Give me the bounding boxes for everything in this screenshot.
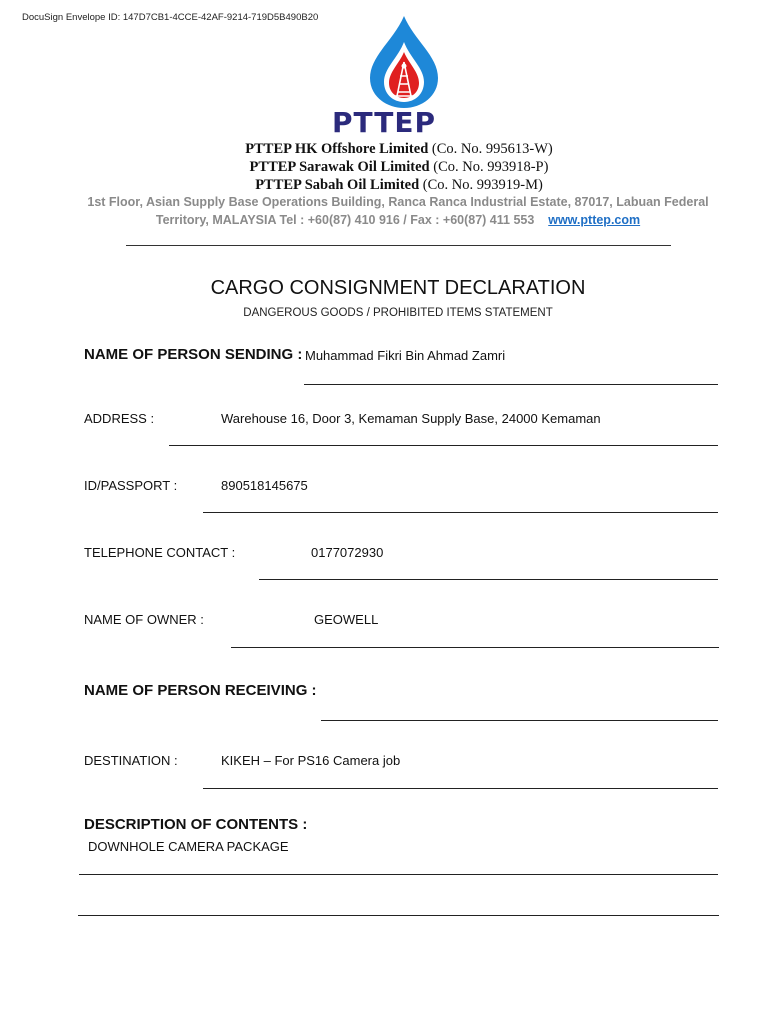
id-underline bbox=[203, 512, 718, 513]
company-name-1: PTTEP HK Offshore Limited bbox=[245, 141, 429, 157]
form-subtitle: DANGEROUS GOODS / PROHIBITED ITEMS STATEMENT bbox=[243, 307, 553, 319]
sender-underline bbox=[304, 384, 718, 385]
owner-label: NAME OF OWNER : bbox=[84, 612, 204, 627]
owner-value[interactable]: GEOWELL bbox=[314, 612, 379, 627]
address-line-1: 1st Floor, Asian Supply Base Operations Building, Ranca Ranca Industrial Estate, 87017, Labuan Federal bbox=[87, 195, 709, 209]
receiver-label: NAME OF PERSON RECEIVING : bbox=[84, 682, 317, 699]
company-line-2 bbox=[0, 159, 768, 176]
pttep-logo-icon bbox=[364, 12, 444, 108]
company-reg-2: (Co. No. 993918-P) bbox=[433, 159, 549, 175]
address-line-2-text: Territory, MALAYSIA Tel : +60(87) 410 916 / Fax : +60(87) 411 553 bbox=[155, 213, 535, 227]
envelope-id: DocuSign Envelope ID: 147D7CB1-4CCE-42AF-9214-719D5B490B20 bbox=[22, 12, 319, 23]
company-reg-1: (Co. No. 995613-W) bbox=[431, 141, 553, 157]
owner-underline bbox=[231, 647, 719, 648]
sender-value[interactable]: Muhammad Fikri Bin Ahmad Zamri bbox=[305, 348, 506, 363]
contents-label: DESCRIPTION OF CONTENTS : bbox=[84, 816, 308, 833]
id-label: ID/PASSPORT : bbox=[84, 478, 178, 493]
receiver-underline bbox=[321, 720, 718, 721]
brand-wordmark: PTTEP bbox=[331, 106, 436, 139]
company-line-3 bbox=[0, 177, 768, 194]
contents-underline-1 bbox=[79, 874, 718, 875]
destination-value[interactable]: KIKEH – For PS16 Camera job bbox=[221, 753, 401, 768]
destination-underline bbox=[203, 788, 718, 789]
sender-label: NAME OF PERSON SENDING : bbox=[84, 346, 303, 363]
address-underline bbox=[169, 445, 718, 446]
header-divider bbox=[126, 245, 671, 246]
address-label: ADDRESS : bbox=[84, 411, 155, 426]
address-value[interactable]: Warehouse 16, Door 3, Kemaman Supply Base, 24000 Kemaman bbox=[221, 411, 601, 426]
destination-label: DESTINATION : bbox=[84, 753, 178, 768]
company-reg-3: (Co. No. 993919-M) bbox=[422, 177, 543, 193]
company-name-2: PTTEP Sarawak Oil Limited bbox=[249, 159, 430, 175]
phone-value[interactable]: 0177072930 bbox=[311, 545, 384, 560]
company-line-1 bbox=[0, 141, 768, 158]
form-title: CARGO CONSIGNMENT DECLARATION bbox=[210, 277, 586, 299]
address-line-2 bbox=[0, 213, 768, 227]
phone-underline bbox=[259, 579, 718, 580]
company-name-3: PTTEP Sabah Oil Limited bbox=[255, 177, 420, 193]
contents-underline-2 bbox=[78, 915, 719, 916]
id-value[interactable]: 890518145675 bbox=[221, 478, 308, 493]
phone-label: TELEPHONE CONTACT : bbox=[84, 545, 236, 560]
contents-value[interactable]: DOWNHOLE CAMERA PACKAGE bbox=[88, 839, 289, 854]
website-link[interactable]: www.pttep.com bbox=[548, 213, 641, 227]
